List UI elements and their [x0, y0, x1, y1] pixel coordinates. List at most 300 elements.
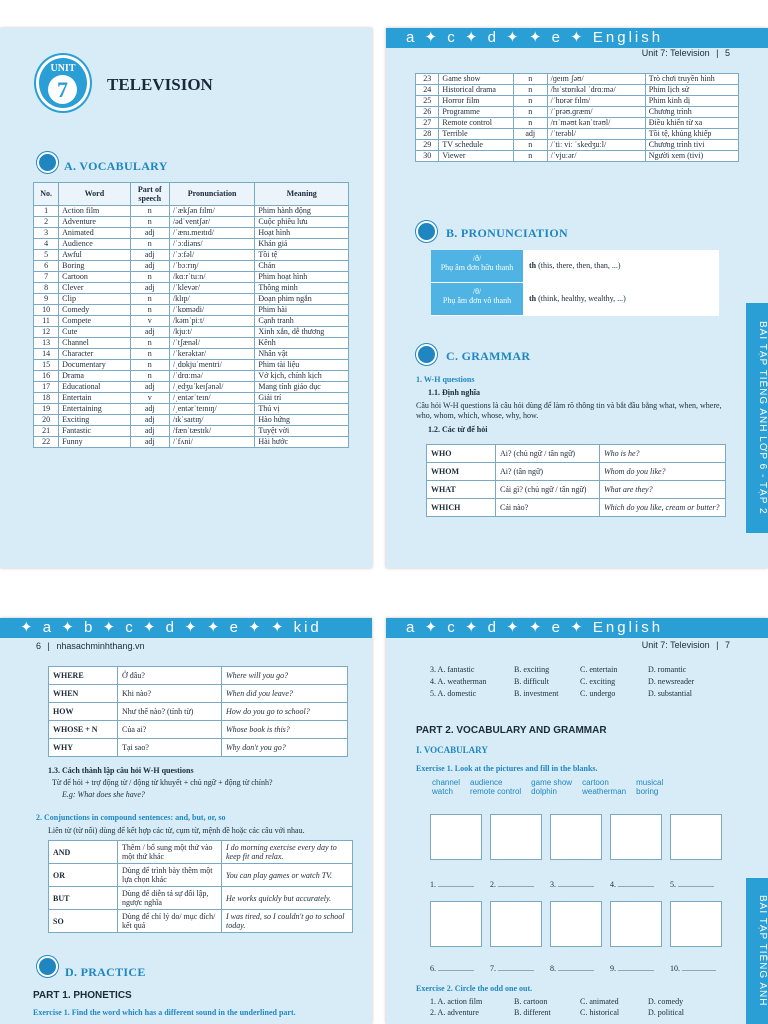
cell-pos: n — [513, 96, 547, 107]
word-bank-word: dolphin — [531, 787, 557, 796]
cell-no: 5 — [34, 250, 59, 261]
option-text: D. comedy — [648, 997, 684, 1006]
cell-pos: n — [130, 349, 169, 360]
cell-keyword: WHO — [427, 445, 496, 463]
side-tab-text: BÀI TẬP TIẾNG ANH — [757, 895, 768, 1007]
cell-pron: /kjuːt/ — [169, 327, 255, 338]
cell-example: What are they? — [600, 481, 726, 499]
option-text: C. entertain — [580, 665, 618, 674]
cell-no: 17 — [34, 382, 59, 393]
table-row — [427, 445, 726, 463]
english-banner — [386, 618, 768, 638]
table-row — [34, 239, 349, 250]
magnifier-icon — [416, 344, 437, 365]
cell-keyword: WHOSE + N — [49, 721, 118, 739]
question-words-heading: 1.2. Các từ để hỏi — [428, 425, 488, 434]
pronunciation-row — [431, 250, 719, 283]
col-no: No. — [34, 183, 59, 206]
cell-pron: /kəmˈpiːt/ — [169, 316, 255, 327]
cell-pron: /rɪˈməʊt kənˈtrəʊl/ — [547, 118, 645, 129]
english-banner — [386, 28, 768, 48]
answer-blank[interactable]: 1. .................. — [430, 880, 474, 889]
cell-word: Character — [59, 349, 130, 360]
cell-meaning: Chương trình — [645, 107, 738, 118]
cell-example: How do you go to school? — [222, 703, 348, 721]
option-text: B. exciting — [514, 665, 550, 674]
table-row — [34, 404, 349, 415]
cell-meaning: Tại sao? — [118, 739, 222, 757]
option-text: 3. A. fantastic — [430, 665, 475, 674]
cell-meaning: Chán — [255, 261, 349, 272]
table-row — [34, 371, 349, 382]
conjunctions-intro: Liên từ (từ nối) dùng để kết hợp các từ, cụm từ, mệnh đề hoặc các câu với nhau. — [48, 826, 305, 835]
word-bank-row — [432, 778, 673, 787]
wh-heading: 1. W-H questions — [416, 375, 475, 384]
option-text: C. exciting — [580, 677, 616, 686]
cell-word: Audience — [59, 239, 130, 250]
answer-blank[interactable]: 4. .................. — [610, 880, 654, 889]
cell-no: 20 — [34, 415, 59, 426]
cell-pos: adj — [130, 261, 169, 272]
cell-pos: n — [513, 118, 547, 129]
cell-no: 29 — [416, 140, 439, 151]
col-pos: Part of speech — [130, 183, 169, 206]
word-bank-word: cartoon — [582, 778, 609, 787]
cell-word: Remote control — [439, 118, 513, 129]
cell-pron: /ˈterəbl/ — [547, 129, 645, 140]
cell-meaning: Phim kinh dị — [645, 96, 738, 107]
side-tab — [746, 878, 768, 1024]
cell-meaning: Thông minh — [255, 283, 349, 294]
phoneme-description: Phụ âm đơn hữu thanh — [440, 263, 514, 272]
table-row — [416, 96, 739, 107]
section-pronunciation-title: B. PRONUNCIATION — [446, 226, 568, 240]
example-grapheme: th — [529, 261, 537, 270]
table-row — [34, 272, 349, 283]
cell-meaning: Phim lịch sử — [645, 85, 738, 96]
option-text: D. newsreader — [648, 677, 695, 686]
girl-picture — [430, 901, 482, 947]
col-pron: Pronunciation — [169, 183, 255, 206]
cell-keyword: AND — [49, 841, 118, 864]
cell-meaning: Hoạt hình — [255, 228, 349, 239]
table-row — [416, 85, 739, 96]
cell-example: Where will you go? — [222, 667, 348, 685]
table-row — [49, 667, 348, 685]
cell-pos: adj — [130, 228, 169, 239]
cell-meaning: Cái nào? — [496, 499, 600, 517]
cell-meaning: Thêm / bổ sung một thứ vào một thứ khác — [118, 841, 222, 864]
example-words: (this, there, then, than, ...) — [536, 261, 621, 270]
option-text: B. investment — [514, 689, 559, 698]
vocabulary-table — [33, 182, 349, 448]
table-row — [49, 864, 353, 887]
cell-keyword: WHEN — [49, 685, 118, 703]
cell-no: 2 — [34, 217, 59, 228]
table-row — [416, 107, 739, 118]
cell-word: Entertain — [59, 393, 130, 404]
running-header: Unit 7: Television | 7 — [641, 640, 730, 650]
cell-meaning: Điều khiển từ xa — [645, 118, 738, 129]
cell-word: Clever — [59, 283, 130, 294]
answer-blank[interactable]: 5. .................. — [670, 880, 714, 889]
cell-no: 13 — [34, 338, 59, 349]
cartoon-picture — [430, 814, 482, 860]
unit-badge — [36, 55, 90, 111]
conjunctions-heading: 2. Conjunctions in compound sentences: and, but, or, so — [36, 813, 226, 822]
cell-pos: n — [130, 305, 169, 316]
answer-blank[interactable]: 7. .................. — [490, 964, 534, 973]
exercise2-title: Exercise 2. Circle the odd one out. — [416, 984, 533, 993]
cell-no: 24 — [416, 85, 439, 96]
definition-text: Câu hỏi W-H questions là câu hỏi dùng để làm rõ thông tin và bắt đầu bằng what, when, where, who, whom, which, whose, why, how. — [416, 401, 722, 420]
cell-no: 19 — [34, 404, 59, 415]
cell-pos: n — [513, 151, 547, 162]
table-row — [34, 382, 349, 393]
cell-meaning: Kênh — [255, 338, 349, 349]
table-row — [416, 129, 739, 140]
option-text: D. substantial — [648, 689, 692, 698]
banner-text: ✦ a ✦ b ✦ c ✦ d ✦ ✦ e ✦ ✦ kid — [20, 619, 322, 636]
cell-meaning: Ở đâu? — [118, 667, 222, 685]
cell-no: 28 — [416, 129, 439, 140]
phoneme-cell — [431, 250, 523, 282]
cell-pron: /ˈfʌni/ — [169, 437, 255, 448]
table-row — [34, 250, 349, 261]
header-unit: Unit 7: Television — [641, 640, 710, 650]
option-text: B. difficult — [514, 677, 549, 686]
answer-blank[interactable]: 8. .................. — [550, 964, 594, 973]
cell-meaning: Của ai? — [118, 721, 222, 739]
game-show-wheel-picture — [550, 901, 602, 947]
cell-meaning: Như thế nào? (tính từ) — [118, 703, 222, 721]
cell-pos: n — [130, 206, 169, 217]
cell-meaning: Tuyệt vời — [255, 426, 349, 437]
cell-meaning: Mang tính giáo dục — [255, 382, 349, 393]
table-header-row — [34, 183, 349, 206]
cell-meaning: Ai? (chủ ngữ / tân ngữ) — [496, 445, 600, 463]
cell-meaning: Giải trí — [255, 393, 349, 404]
cell-no: 26 — [416, 107, 439, 118]
table-row — [416, 151, 739, 162]
question-words-table — [426, 444, 726, 517]
cell-word: Entertaining — [59, 404, 130, 415]
cell-pron: /ədˈventʃər/ — [169, 217, 255, 228]
cell-pron: /ˈɔːfəl/ — [169, 250, 255, 261]
cell-pron: /fænˈtæstɪk/ — [169, 426, 255, 437]
cell-word: Historical drama — [439, 85, 513, 96]
cell-example: Why don't you go? — [222, 739, 348, 757]
option-text: 4. A. weatherman — [430, 677, 487, 686]
cell-pos: n — [130, 371, 169, 382]
cell-no: 21 — [34, 426, 59, 437]
word-bank-word: boring — [636, 787, 659, 796]
table-row — [49, 703, 348, 721]
remote-control-picture — [670, 901, 722, 947]
cell-meaning: Dùng để diễn tả sự đối lập, ngược nghĩa — [118, 887, 222, 910]
cell-pos: adj — [130, 426, 169, 437]
cell-pos: adj — [130, 250, 169, 261]
cell-no: 25 — [416, 96, 439, 107]
cell-pron: /ˈækʃən fɪlm/ — [169, 206, 255, 217]
table-row — [49, 910, 353, 933]
exercise1-title: Exercise 1. Find the word which has a different sound in the underlined part. — [33, 1008, 296, 1017]
formation-example: E.g: What does she have? — [62, 790, 145, 799]
cell-example: Whom do you like? — [600, 463, 726, 481]
option-text: 5. A. domestic — [430, 689, 477, 698]
cell-meaning: Chương trình tivi — [645, 140, 738, 151]
cell-pos: v — [130, 393, 169, 404]
cell-pos: n — [130, 294, 169, 305]
pronunciation-row — [431, 283, 719, 316]
cell-meaning: Phim hành động — [255, 206, 349, 217]
phoneme-examples — [523, 283, 719, 315]
cell-pos: n — [513, 85, 547, 96]
col-word: Word — [59, 183, 130, 206]
option-text: B. cartoon — [514, 997, 548, 1006]
cell-pron: /ˈkɒmədi/ — [169, 305, 255, 316]
cell-pos: n — [513, 140, 547, 151]
cell-keyword: OR — [49, 864, 118, 887]
phoneme-description: Phụ âm đơn vô thanh — [442, 296, 512, 305]
cell-meaning: Dùng để trình bày thêm một lựa chọn khác — [118, 864, 222, 887]
col-meaning: Meaning — [255, 183, 349, 206]
table-row — [34, 294, 349, 305]
banner-text: a ✦ c ✦ d ✦ ✦ e ✦ English — [406, 29, 664, 46]
section-practice-title: D. PRACTICE — [65, 965, 146, 979]
pencil-icon — [37, 956, 58, 977]
cell-pron: /hɪˈstɒrɪkəl ˈdrɑːmə/ — [547, 85, 645, 96]
side-tab-text: BÀI TẬP TIẾNG ANH LỚP 6 - TẬP 2 — [757, 321, 768, 515]
table-row — [34, 327, 349, 338]
cell-pron: /ˈænɪ.meɪtɪd/ — [169, 228, 255, 239]
cell-pron: /ˈhɒrər fɪlm/ — [547, 96, 645, 107]
table-row — [427, 499, 726, 517]
word-bank-word: game show — [531, 778, 573, 787]
banner-text: a ✦ c ✦ d ✦ ✦ e ✦ English — [406, 619, 664, 636]
cell-no: 11 — [34, 316, 59, 327]
answer-blank[interactable]: 6. .................. — [430, 964, 474, 973]
cell-pron: /ˈɔːdiəns/ — [169, 239, 255, 250]
cell-pos: adj — [513, 129, 547, 140]
answer-blank[interactable]: 9. .................. — [610, 964, 654, 973]
conjunctions-table — [48, 840, 353, 933]
cell-pron: /ˈbɔːrɪŋ/ — [169, 261, 255, 272]
cell-word: Clip — [59, 294, 130, 305]
cell-word: Boring — [59, 261, 130, 272]
unit-title: TELEVISION — [107, 75, 213, 94]
phoneme-examples — [523, 250, 719, 282]
table-row — [49, 721, 348, 739]
cell-pron: /ˌentərˈteɪn/ — [169, 393, 255, 404]
option-text: 2. A. adventure — [430, 1008, 479, 1017]
pronunciation-table — [431, 250, 719, 316]
vtv3-channel-picture — [490, 901, 542, 947]
kid-banner — [0, 618, 372, 638]
cell-word: Documentary — [59, 360, 130, 371]
vocabulary-heading: I. VOCABULARY — [416, 745, 488, 755]
table-row — [416, 74, 739, 85]
cell-meaning: Người xem (tivi) — [645, 151, 738, 162]
table-row — [49, 887, 353, 910]
cell-meaning: Dùng để chỉ lý do/ mục đích/ kết quả — [118, 910, 222, 933]
cell-example: You can play games or watch TV. — [222, 864, 353, 887]
table-row — [34, 349, 349, 360]
table-row — [34, 217, 349, 228]
answer-blank[interactable]: 10. ................. — [670, 964, 716, 973]
cell-pos: n — [513, 107, 547, 118]
cell-no: 8 — [34, 283, 59, 294]
cell-pos: adj — [130, 437, 169, 448]
option-text: C. historical — [580, 1008, 620, 1017]
word-bank-word: weatherman — [582, 787, 627, 796]
cell-meaning: Ai? (tân ngữ) — [496, 463, 600, 481]
cell-meaning: Tồi tệ — [255, 250, 349, 261]
weatherman-picture — [670, 814, 722, 860]
word-bank-word: audience — [470, 778, 503, 787]
cell-no: 16 — [34, 371, 59, 382]
cell-meaning: Thú vị — [255, 404, 349, 415]
header-page-number: 7 — [724, 640, 730, 650]
header-site: nhasachminhthang.vn — [56, 641, 145, 651]
cell-pos: n — [130, 217, 169, 228]
cell-word: Cartoon — [59, 272, 130, 283]
cell-word: Horror film — [439, 96, 513, 107]
formation-heading: 1.3. Cách thành lập câu hỏi W-H questions — [48, 766, 194, 775]
cell-pron: /ˈdrɑːmə/ — [169, 371, 255, 382]
page-4 — [0, 28, 372, 568]
page-6 — [0, 618, 372, 1024]
cell-keyword: BUT — [49, 887, 118, 910]
cell-word: Comedy — [59, 305, 130, 316]
cell-no: 22 — [34, 437, 59, 448]
cell-no: 6 — [34, 261, 59, 272]
cell-meaning: Vở kịch, chính kịch — [255, 371, 349, 382]
cell-pos: n — [513, 74, 547, 85]
header-page-number: 6 — [36, 641, 42, 651]
cell-meaning: Cuộc phiêu lưu — [255, 217, 349, 228]
option-text: D. political — [648, 1008, 684, 1017]
cell-meaning: Nhân vật — [255, 349, 349, 360]
dolphin-picture — [610, 814, 662, 860]
cell-word: Action film — [59, 206, 130, 217]
cell-meaning: Hài hước — [255, 437, 349, 448]
cell-word: Compete — [59, 316, 130, 327]
cell-pos: adj — [130, 415, 169, 426]
page-5 — [386, 28, 768, 568]
cell-example: Who is he? — [600, 445, 726, 463]
cell-pron: /ˈkerəktər/ — [169, 349, 255, 360]
cell-keyword: SO — [49, 910, 118, 933]
section-vocabulary-title: A. VOCABULARY — [64, 159, 168, 173]
cell-keyword: WHY — [49, 739, 118, 757]
cell-no: 30 — [416, 151, 439, 162]
word-bank-row — [432, 787, 673, 796]
cell-meaning: Đoạn phim ngắn — [255, 294, 349, 305]
cell-pos: adj — [130, 404, 169, 415]
speaker-icon — [416, 221, 437, 242]
cell-no: 7 — [34, 272, 59, 283]
header-page-number: 5 — [724, 48, 730, 58]
cell-pos: n — [130, 239, 169, 250]
cell-keyword: WHAT — [427, 481, 496, 499]
cell-pron: /ɡeɪm ʃəʊ/ — [547, 74, 645, 85]
option-text: C. animated — [580, 997, 619, 1006]
page-7 — [386, 618, 768, 1024]
cell-keyword: WHOM — [427, 463, 496, 481]
question-words-table-continued — [48, 666, 348, 757]
cell-meaning: Phim hoạt hình — [255, 272, 349, 283]
cell-no: 23 — [416, 74, 439, 85]
book-icon — [37, 152, 58, 173]
table-row — [49, 841, 353, 864]
option-text: 1. A. action film — [430, 997, 483, 1006]
cell-no: 3 — [34, 228, 59, 239]
word-bank-word: channel — [432, 778, 461, 787]
cell-word: Awful — [59, 250, 130, 261]
cell-no: 27 — [416, 118, 439, 129]
part2-title: PART 2. VOCABULARY AND GRAMMAR — [416, 725, 607, 736]
table-row — [427, 463, 726, 481]
cell-keyword: WHICH — [427, 499, 496, 517]
audience-picture — [490, 814, 542, 860]
cell-pos: n — [130, 338, 169, 349]
definition-heading: 1.1. Định nghĩa — [428, 388, 481, 397]
cell-meaning: Khán giả — [255, 239, 349, 250]
cell-pron: /ˌedʒuˈkeɪʃənəl/ — [169, 382, 255, 393]
cell-example: When did you leave? — [222, 685, 348, 703]
cell-example: I was tired, so I couldn't go to school today. — [222, 910, 353, 933]
cell-meaning: Cạnh tranh — [255, 316, 349, 327]
cell-meaning: Trò chơi truyền hình — [645, 74, 738, 85]
cell-word: Educational — [59, 382, 130, 393]
cell-pron: /ˌdɒkjuˈmentri/ — [169, 360, 255, 371]
word-bank — [432, 778, 673, 796]
option-text: C. undergo — [580, 689, 616, 698]
word-bank-word: remote control — [470, 787, 522, 796]
cell-example: Which do you like, cream or butter? — [600, 499, 726, 517]
table-row — [34, 360, 349, 371]
family-watching-picture — [610, 901, 662, 947]
cell-pron: /ˈprəʊ.ɡræm/ — [547, 107, 645, 118]
part1-title: PART 1. PHONETICS — [33, 990, 132, 1001]
cell-word: Fantastic — [59, 426, 130, 437]
cell-no: 10 — [34, 305, 59, 316]
table-row — [416, 140, 739, 151]
cell-no: 1 — [34, 206, 59, 217]
option-text: B. different — [514, 1008, 551, 1017]
answer-blank[interactable]: 2. .................. — [490, 880, 534, 889]
cell-word: Game show — [439, 74, 513, 85]
cell-pron: /ˌentərˈteɪnɪŋ/ — [169, 404, 255, 415]
cell-no: 4 — [34, 239, 59, 250]
phoneme-symbol: /ð/ — [472, 254, 482, 263]
cell-word: Programme — [439, 107, 513, 118]
table-row — [34, 283, 349, 294]
unit-number-text: 7 — [57, 77, 68, 102]
cell-keyword: WHERE — [49, 667, 118, 685]
cell-word: Adventure — [59, 217, 130, 228]
cell-no: 12 — [34, 327, 59, 338]
table-row — [34, 206, 349, 217]
table-row — [49, 739, 348, 757]
cell-word: Drama — [59, 371, 130, 382]
cell-word: Channel — [59, 338, 130, 349]
running-header: Unit 7: Television | 5 — [641, 48, 730, 58]
unit-number — [48, 75, 77, 104]
answer-blank[interactable]: 3. .................. — [550, 880, 594, 889]
cell-pron: /ɪkˈsaɪtɪŋ/ — [169, 415, 255, 426]
